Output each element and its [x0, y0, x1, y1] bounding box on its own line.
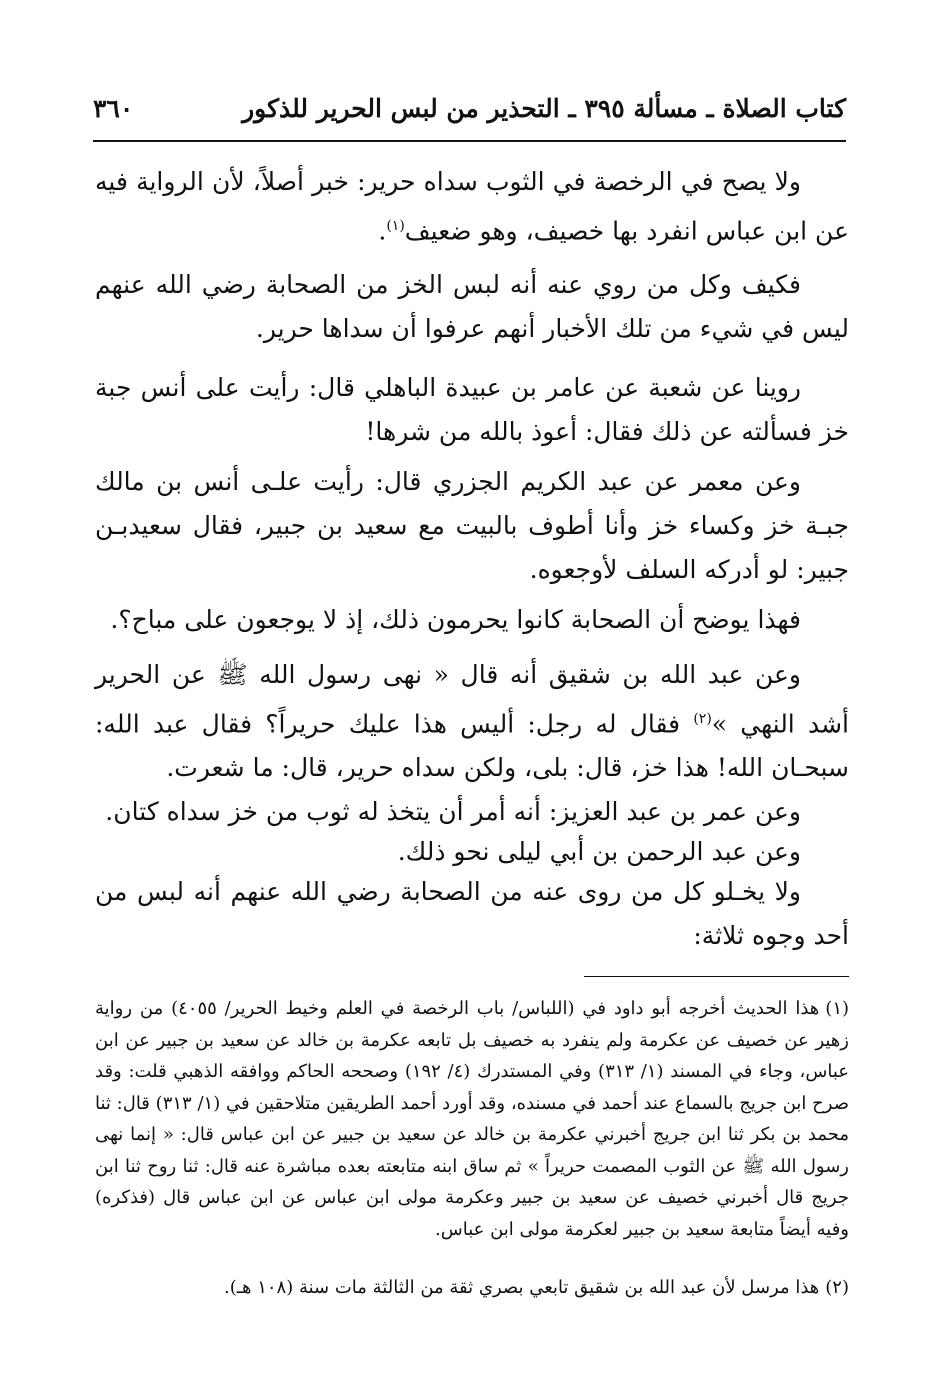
footnote-1-marker: (١)	[825, 998, 850, 1019]
paragraph-3: روينا عن شعبة عن عامر بن عبيدة الباهلي قال: رأيت على أنس جبة خز فسألته عن ذلك فقال: أعوذ بالله من شرها!	[95, 373, 849, 446]
page-number: ٣٦٠	[93, 94, 134, 123]
paragraph-6-text-a: وعن عبد الله بن شقيق أنه قال « نهى رسول الله ﷺ عن الحرير أشد النهي »	[95, 660, 849, 739]
footnote-1	[95, 993, 849, 1245]
running-header	[93, 80, 846, 142]
paragraph-8: وعن عبد الرحمن بن أبي ليلى نحو ذلك.	[397, 837, 801, 866]
footnote-2	[95, 1272, 849, 1304]
footnote-divider	[584, 976, 849, 977]
paragraph-1-text: ولا يصح في الرخصة في الثوب سداه حرير: خبر أصلاً، لأن الرواية فيه عن ابن عباس انفرد بها خصيف، وهو ضعيف	[95, 167, 849, 246]
footnote-2-marker: (٢)	[825, 1277, 849, 1298]
paragraph-4: وعن معمر عن عبد الكريم الجزري قال: رأيت علـى أنس بن مالك جبـة خز وكساء خز وأنا أطوف بالبيت مع سعيد بن جبير، فقال سعيدبـن جبير: لو أدركه السلف لأوجعوه.	[95, 467, 849, 584]
header-title: كتاب الصلاة ـ مسألة ٣٩٥ ـ التحذير من لبس الحرير للذكور	[242, 94, 846, 123]
paragraph-6	[95, 653, 849, 790]
paragraph-9: ولا يخـلو كل من روى عنه من الصحابة رضي الله عنهم أنه لبس من أحد وجوه ثلاثة:	[95, 877, 849, 950]
paragraph-1-end: .	[378, 216, 387, 246]
paragraph-2: فكيف وكل من روي عنه أنه لبس الخز من الصحابة رضي الله عنهم ليس في شيء من تلك الأخبار أنهم عرفوا أن سداها حرير.	[95, 270, 849, 343]
paragraph-6-text-b: فقال له رجل: أليس هذا عليك حريراً؟ فقال عبد الله: سبحـان الله! هذا خز، قال: بلى، ولكن سداه حرير، قال: ما شعرت.	[95, 709, 849, 783]
footnote-1-text: هذا الحديث أخرجه أبو داود في (اللباس/ باب الرخصة في العلم وخيط الحرير/ ٤٠٥٥) من رواية زهير عن خصيف عن عكرمة ولم ينفرد به خصيف بل تابعه عكرمة بن خالد عن سعيد بن جبير عن ابن عباس، وجاء في المسند (١/ ٣١٣) وفي المستدرك (٤/ ١٩٢) وصححه الحاكم ووافقه الذهبي قلت: وقد صرح ابن جريج بالسماع عند أحمد في مسنده، وقد أورد أحمد الطريقين متلاحقين في (١/ ٣١٣) قال: ثنا محمد بن بكر ثنا ابن جريج أخبرني عكرمة بن خالد عن سعيد بن جبير عن ابن عباس قال: « إنما نهى رسول الله ﷺ عن الثوب المصمت حريراً » ثم ساق ابنه متابعته بعده مباشرة عنه قال: ثنا روح ثنا ابن جريج قال أخبرني خصيف عن سعيد بن جبير وعكرمة مولى ابن عباس عن ابن عباس قال (فذكره) وفيه أيضاً متابعة سعيد بن جبير لعكرمة مولى ابن عباس.	[95, 998, 850, 1240]
footnote-ref-1[interactable]: (١)	[386, 218, 405, 234]
footnote-2-text: هذا مرسل لأن عبد الله بن شقيق تابعي بصري ثقة من الثالثة مات سنة (١٠٨ هـ).	[223, 1277, 820, 1298]
paragraph-5: فهذا يوضح أن الصحابة كانوا يحرمون ذلك، إذ لا يوجعون على مباح؟.	[110, 605, 801, 634]
paragraph-7: وعن عمر بن عبد العزيز: أنه أمر أن يتخذ له ثوب من خز سداه كتان.	[105, 797, 801, 826]
paragraph-1	[95, 160, 849, 253]
footnote-ref-2[interactable]: (٢)	[693, 711, 712, 727]
